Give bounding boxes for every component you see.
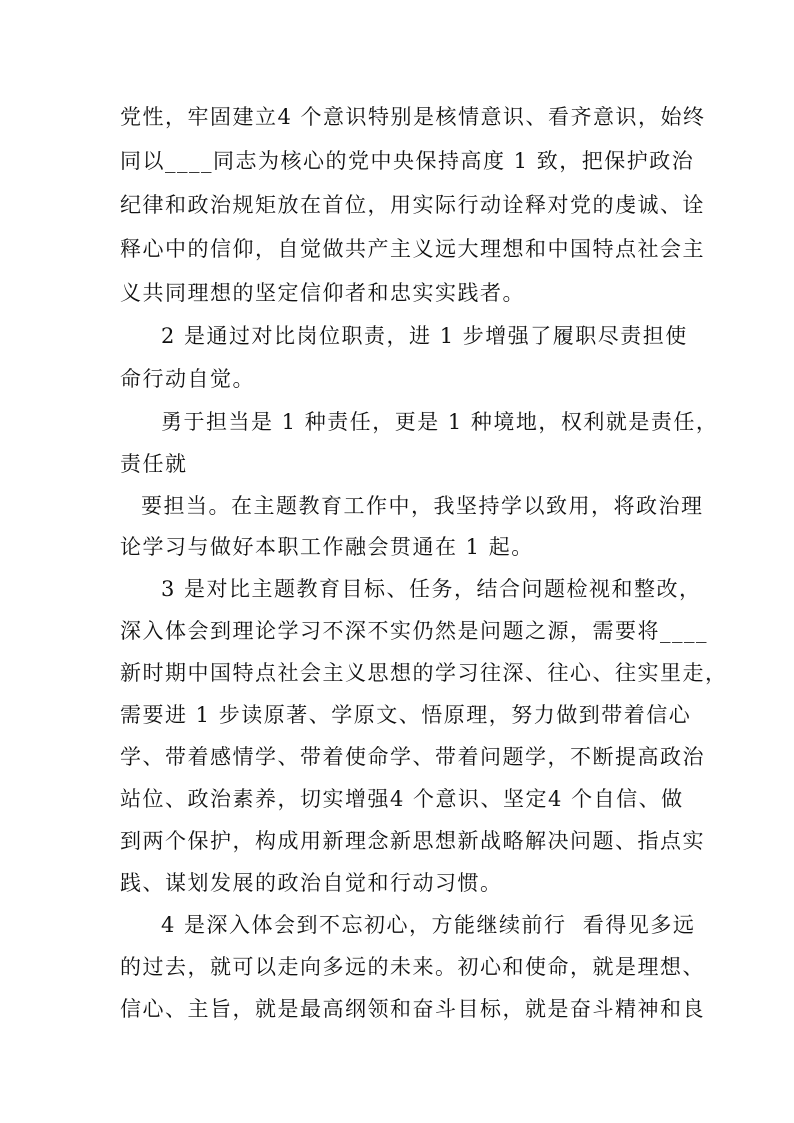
text-line: 3 是对比主题教育目标、任务，结合问题检视和整改， <box>161 577 702 601</box>
text-line: 站位、政治素养，切实增强4 个意识、坚定4 个自信、做 <box>120 787 684 811</box>
text-line: 论学习与做好本职工作融会贯通在 1 起。 <box>120 535 534 559</box>
text-line: 4 是深入体会到不忘初心，方能继续前行 看得见多远 <box>161 913 696 937</box>
text-line: 的过去，就可以走向多远的未来。初心和使命，就是理想、 <box>120 955 705 979</box>
text-line: 释心中的信仰，自觉做共产主义远大理想和中国特点社会主 <box>120 237 705 261</box>
text-line: 信心、主旨，就是最高纲领和奋斗目标，就是奋斗精神和良 <box>120 997 705 1021</box>
text-line: 纪律和政治规矩放在首位，用实际行动诠释对党的虔诚、诠 <box>120 193 705 217</box>
text-line: 践、谋划发展的政治自觉和行动习惯。 <box>120 871 503 895</box>
text-line: 学、带着感情学、带着使命学、带着问题学，不断提高政治 <box>120 745 705 769</box>
text-line: 同以____同志为核心的党中央保持高度 1 致，把保护政治 <box>120 149 695 173</box>
text-line: 党性，牢固建立4 个意识特别是核情意识、看齐意识，始终 <box>120 105 706 129</box>
text-line: 命行动自觉。 <box>120 367 255 391</box>
text-line: 到两个保护，构成用新理念新思想新战略解决问题、指点实 <box>120 829 705 853</box>
text-line: 需要进 1 步读原著、学原文、悟原理，努力做到带着信心 <box>120 703 692 727</box>
text-line: 深入体会到理论学习不深不实仍然是问题之源，需要将____ <box>120 619 708 643</box>
text-line: 责任就 <box>120 452 188 476</box>
text-line: 2 是通过对比岗位职责，进 1 步增强了履职尽责担使 <box>161 324 688 348</box>
text-line: 义共同理想的坚定信仰者和忠实实践者。 <box>120 281 525 305</box>
text-line: 要担当。在主题教育工作中，我坚持学以致用，将政治理 <box>141 494 704 518</box>
text-line: 新时期中国特点社会主义思想的学习往深、往心、往实里走， <box>120 661 728 685</box>
text-line: 勇于担当是 1 种责任，更是 1 种境地，权利就是责任， <box>161 410 719 434</box>
